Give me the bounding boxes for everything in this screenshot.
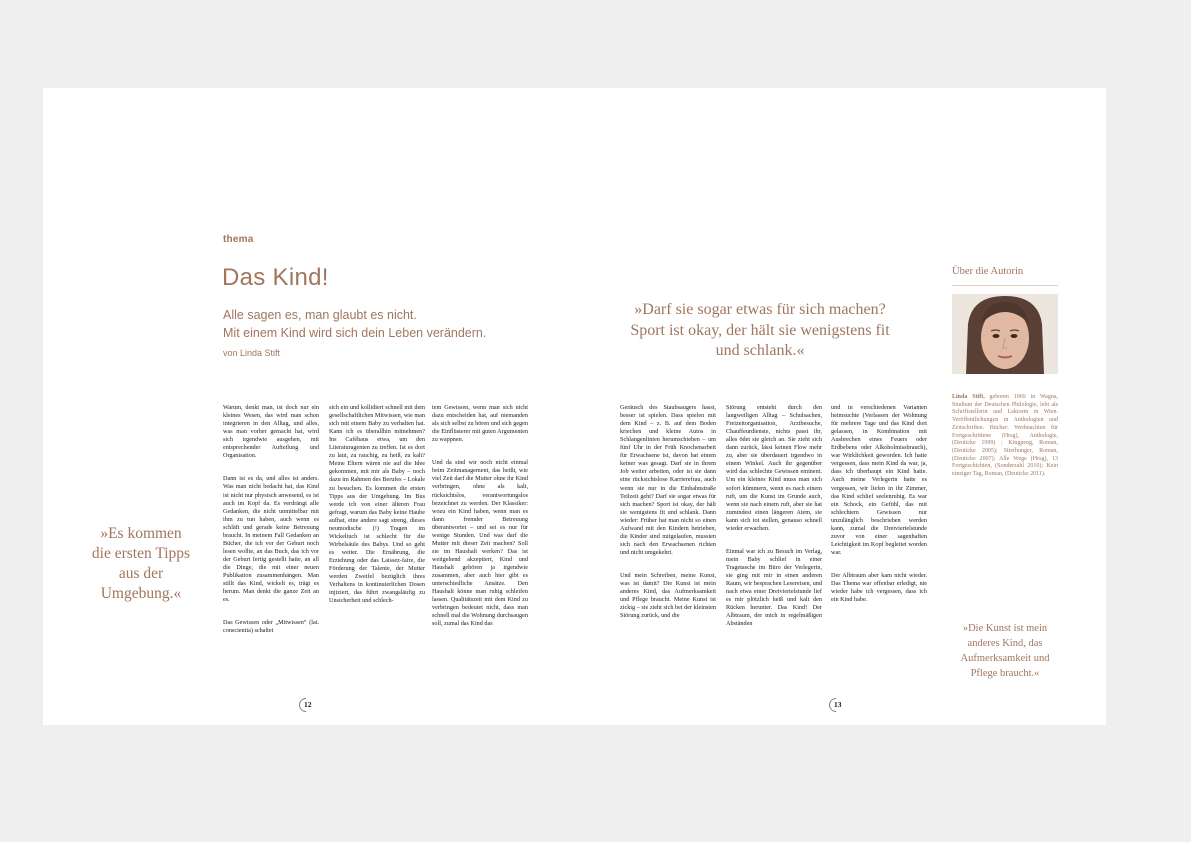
pullquote-center: »Darf sie sogar etwas für sich machen? Sport ist okay, der hält sie wenigstens fit und schlank.« — [630, 301, 890, 359]
paragraph: Dann ist es da, und alles ist anders. Was man nicht bedacht hat, das Kind ist nicht nur physisch anwesend, es ist auch im Kopf da. Es verdrängt alle Gedanken, die nicht unmittelbar mit ihm zu tun haben, auch wenn es schläft und gerade keine Betreuung braucht. In meinem Fall Gedanken an Bücher, die ich vor der Geburt noch lesen wollte, an das Buch, das ich vor der Geburt fertig gestellt hatte, an all die Dinge, die mit einer neuen Publikation zusammenhängen. Man stillt das Kind, wickelt es, trägt es herum. Man denkt die ganze Zeit an es. — [223, 475, 319, 604]
section-label: thema — [223, 234, 254, 245]
text-column-6 — [831, 396, 927, 676]
paragraph: Und da sind wir noch nicht einmal beim Zeitmanagement, das heißt, wie viel Zeit darf die Mutter ohne ihr Kind verbringen, ohne als kalt, rücksichtslos, verantwortungslos bezeichnet zu werden. Der Klassiker: wozu ein Kind haben, wenn man es dann fremder Betreuung überantwortet – und sei es nur für wenige Stunden. Und was darf die Mutter mit dieser Zeit machen? Soll sie im Haushalt werken? Das ist weitgehend akzeptiert, Kind und Haushalt gehören ja irgendwie zusammen, aber auch hier gibt es unterschiedliche Ansätze. Den Haushalt könne man ruhig schleifen lassen. Qualitätszeit mit dem Kind zu verbringen bedeutet nicht, dass man schnell mal die Wohnung durchsaugen soll, zumal das Kind das — [432, 459, 528, 628]
paragraph: sich ein und kollidiert schnell mit dem gesellschaftlichen Mitwissen, wie man sich mit einem Baby zu verhalten hat. Kann ich es überallhin mitnehmen? Ins Caféhaus etwa, um den Literaturagenten zu treffen. Ist es dort zu laut, zu rauchig, zu heiß, zu kalt? Meine Eltern wären nie auf die Idee gekommen, mit mir als Baby – noch dazu im Rahmen des Berufes – Lokale zu besuchen. Es kommen die ersten Tipps aus der Umgebung. Im Bus werde ich von einer älteren Frau gefragt, warum das Baby keine Haube aufhat, eine andere sagt streng, dieses neumodische (!) Tragen im Wickeltuch ist schlecht für die Wirbelsäule des Babys. Und so geht es weiter. Die Ernährung, die Erziehung oder das Laissez-faire, die Förderung der Talente, der Mutter werden Zweifel bezüglich ihres Verhaltens in kontinuierlichen Dosen injiziert, das führt zwangsläufig zu Unsicherheit und schlech- — [329, 404, 425, 605]
magazine-spread — [43, 88, 1106, 725]
author-portrait-illustration — [952, 294, 1058, 374]
text-column-2 — [329, 396, 425, 676]
author-photo — [952, 294, 1058, 374]
byline: von Linda Stift — [223, 348, 281, 358]
article-title: Das Kind! — [222, 264, 329, 291]
text-column-5 — [726, 396, 822, 676]
paragraph: Der Albtraum aber kam nicht wieder. Das Thema war offenbar erledigt, nie wieder habe ich vergessen, dass ich ein Kind habe. — [831, 571, 927, 604]
author-name: Linda Stift, — [952, 394, 985, 400]
pullquote-left: »Es kommen die ersten Tipps aus der Umgebung.« — [91, 525, 191, 602]
paragraph: Geräusch des Staubsaugers hasst, besser ist spielen. Dass spielen mit dem Kind – z. B. auf dem Boden kriechen und kleine Autos in Schlangenlinien herumschieben – um fünf Uhr in der Früh Knochenarbeit für Erwachsene ist, davon hat einem keiner was gesagt. Darf sie in ihrem Job weiter arbeiten, oder ist sie dann eine rücksichtslose Karrierefrau, auch wenn sie nur in die Einbahnstraße Teilzeit geht? Darf sie sogar etwas für sich machen? Sport ist okay, der hält sie wenigstens fit und schlank. Dann wieder: Früher hat man nicht so einen Aufwand mit den Kindern betrieben, die Kinder sind mitgelaufen, mussten sich nach den Erwachsenen richten und nicht umgekehrt. — [620, 404, 716, 556]
paragraph: und in verschiedenen Varianten heimsuchte (Verlassen der Wohnung für mehrere Tage und das Kind dort gelassen, in Kombination mit Ausbrechen eines Feuers oder Erdbebens oder Alkoholmissbrauch), war Wirklichkeit geworden. Ich hatte vergessen, dass mein Kind da war, ja, dass ich überhaupt ein Kind hatte. Auch meine Verlegerin hatte es vergessen, wir liefen in ihr Zimmer, das Kind schlief seelenruhig. Es war ein Schock, ein Gefühl, das mit schlechtem Gewissen nur unzulänglich beschrieben werden kann, zumal die Dreiviertelstunde zuvor von einer sagenhaften Leichtigkeit im Kopf begleitet worden war. — [831, 404, 927, 556]
pullquote-right: »Die Kunst ist mein anderes Kind, das Aufmerksamkeit und Pflege braucht.« — [960, 623, 1050, 679]
text-column-1 — [223, 396, 319, 676]
paragraph: Einmal war ich zu Besuch im Verlag, mein Baby schlief in einer Tragetasche im Büro der Verlegerin, sie ging mit mir in einen anderen Raum, wir besprachen Lesereisen, und nach etwa einer Dreiviertelstunde lief es mir plötzlich heiß und kalt den Rücken herunter. Das Kind! Der Albtraum, der mich in regelmäßigen Abständen — [726, 547, 822, 628]
text-column-3 — [432, 396, 528, 676]
paragraph: tem Gewissen, wenn man sich nicht dazu entscheiden hat, auf niemanden als sich selbst zu hören und sich gegen die Einflüsterer mit guten Argumenten zu wappnen. — [432, 404, 528, 444]
author-heading: Über die Autorin — [952, 266, 1024, 277]
text-column-4 — [620, 396, 716, 676]
author-bio-text: geboren 1969 in Wagna, Studium der Deutschen Philologie, lebt als Schriftstellerin und Lektorin in Wien. Veröffentlichungen in Anthologien und Zeitschriften. Bücher: Weihnachten für Fortgeschrittene (Hrsg), Anthologie, (Deuticke 1999) ; Kingpeng, Roman, (Deuticke 2005); Stierhunger, Roman, (Deuticke 2007); Alle Wege (Hrsg), 13 Fortgeschichten, (Sonderzahl 2010); Kein einziger Tag, Roman, (Deuticke 2011). — [952, 394, 1058, 478]
paragraph: Und mein Schreiben, meine Kunst, was ist damit? Die Kunst ist mein anderes Kind, das Aufmerksamkeit und Pflege braucht. Meine Kunst ist zickig – sie zieht sich bei der kleinsten Störung zurück, und die — [620, 571, 716, 620]
divider — [952, 285, 1058, 286]
page-number-right: 13 — [834, 700, 842, 709]
page-number-left: 12 — [304, 700, 312, 709]
paragraph: Warum, denkt man, ist doch nur ein kleines Wesen, das wird man schon integrieren in den Alltag, und alles, was man vorher gemacht hat, wird sich irgendwie ausgehen, mit entsprechender Aufteilung und Organisation. — [223, 404, 319, 460]
article-subtitle: Alle sagen es, man glaubt es nicht. Mit einem Kind wird sich dein Leben verändern. — [223, 308, 487, 340]
paragraph: Störung entsteht durch den langweiligen Alltag – Schulsachen, Freizeitorganisation, Arztbesuche, Chauffeurdienste, nichts passt ihr, alles ödet sie gleich an. Sie zieht sich dann zurück, lässt keinen Flow mehr zu, aber sie überdauert irgendwo in einem Winkel. Auch ihr gegenüber wird das schlechte Gewissen eminent. Um ein kleines Kind muss man sich sofort kümmern, wenn es nach einem ruft, um die Kunst im Grunde auch, wenn sie nach einem ruft, aber sie hat zumindest einen längeren Atem, sie kann sich tot stellen, genauso schnell wieder erwachen. — [726, 404, 822, 532]
paragraph: Das Gewissen oder „Mitwissen“ (lat. conscientia) schaltet — [223, 619, 319, 635]
author-bio — [952, 394, 1058, 479]
